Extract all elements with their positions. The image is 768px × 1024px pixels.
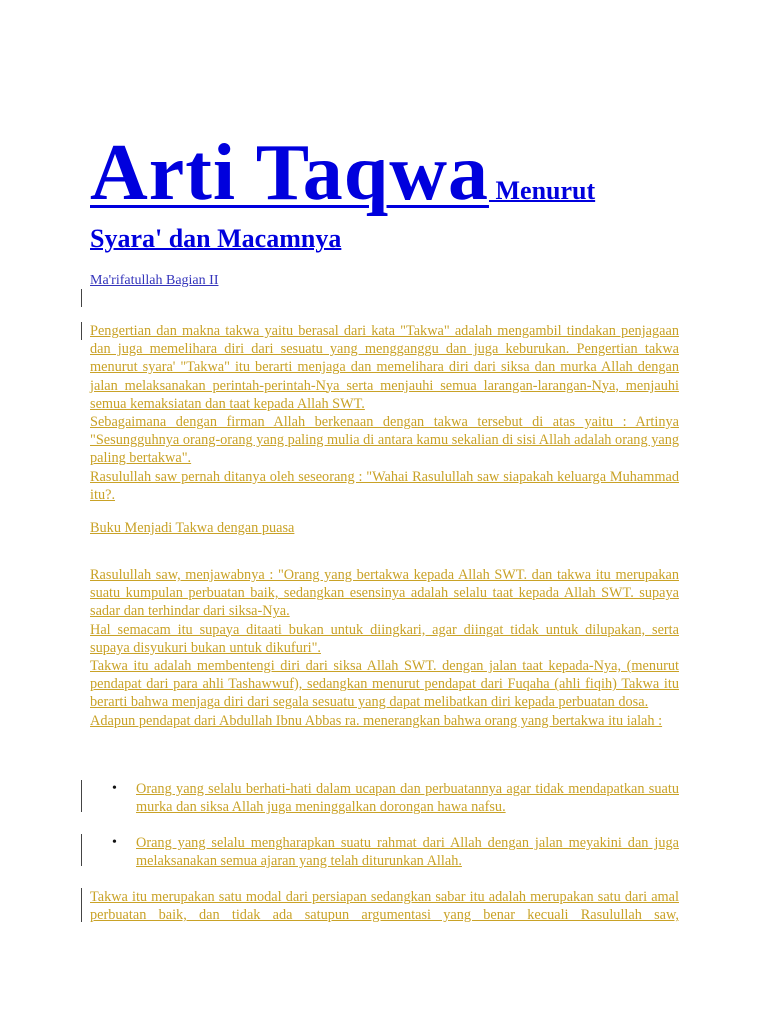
paragraph-block bbox=[90, 322, 679, 504]
paragraph[interactable]: Adapun pendapat dari Abdullah Ibnu Abbas ra. menerangkan bahwa orang yang bertakwa itu ialah : bbox=[90, 712, 663, 729]
text-cursor bbox=[81, 780, 82, 812]
series-link[interactable]: Ma'rifatullah Bagian II bbox=[90, 273, 219, 288]
title-line bbox=[90, 127, 690, 219]
paragraph[interactable]: Pengertian dan makna takwa yaitu berasal dari kata "Takwa" adalah mengambil tindakan penjagaan dan juga memelihara diri dari sesuatu yang mengganggu dan juga keburukan. Pengertian takwa menurut syara' "Takwa" itu berarti menjaga dan memelihara diri dari siksa dan murka Allah dengan jalan melaksanakan perintah-perintah-Nya serta menjauhi semua larangan-larangan-Nya, menjauhi semua kemaksiatan dan taat kepada Allah SWT. bbox=[90, 323, 679, 412]
list-item-text[interactable]: Orang yang selalu berhati-hati dalam ucapan dan perbuatannya agar tidak mendapatkan suatu murka dan siksa Allah juga meninggalkan dorongan hawa nafsu. bbox=[136, 781, 679, 816]
paragraph-block-2 bbox=[90, 566, 679, 730]
paragraph[interactable]: Sebagaimana dengan firman Allah berkenaan dengan takwa tersebut di atas yaitu : Artinya "Sesungguhnya orang-orang yang paling mulia di antara kamu sekalian di sisi Allah adalah orang yang paling bertakwa". bbox=[90, 414, 679, 467]
paragraph[interactable]: Takwa itu merupakan satu modal dari persiapan sedangkan sabar itu adalah merupakan satu dari amal perbuatan baik, dan tidak ada satupun argumentasi yang benar kecuali Rasulullah saw, bbox=[90, 889, 679, 924]
list-item-text[interactable]: Orang yang selalu mengharapkan suatu rahmat dari Allah dengan jalan meyakini dan juga melaksanakan semua ajaran yang telah diturunkan Allah. bbox=[136, 835, 679, 870]
paragraph[interactable]: Rasulullah saw, menjawabnya : "Orang yang bertakwa kepada Allah SWT. dan takwa itu merupakan suatu kumpulan perbuatan baik, sedangkan esensinya adalah selalu taat kepada Allah SWT. supaya sadar dan terhindar dari siksa-Nya. bbox=[90, 567, 679, 620]
list-item bbox=[112, 780, 679, 816]
list-item bbox=[112, 834, 679, 870]
paragraph[interactable]: Takwa itu adalah membentengi diri dari siksa Allah SWT. dengan jalan taat kepada-Nya, (menurut pendapat dari para ahli Tashawwuf), sedangkan menurut pendapat dari Fuqaha (ahli fiqih) Takwa itu berarti bahwa menjaga diri dari segala sesuatu yang dapat melibatkan diri kepada perbuatan dosa. bbox=[90, 658, 679, 711]
paragraph[interactable]: Rasulullah saw pernah ditanya oleh seseorang : "Wahai Rasulullah saw siapakah keluarga Muhammad itu?. bbox=[90, 468, 679, 503]
text-cursor bbox=[81, 888, 82, 922]
page-subtitle[interactable]: Syara' dan Macamnya bbox=[90, 224, 342, 253]
text-cursor bbox=[81, 289, 82, 307]
bullet-icon: • bbox=[112, 781, 117, 796]
page-title[interactable]: Arti Taqwa bbox=[90, 129, 489, 217]
closing-paragraph-block bbox=[90, 888, 679, 924]
book-link[interactable]: Buku Menjadi Takwa dengan puasa bbox=[90, 520, 295, 536]
text-cursor bbox=[81, 834, 82, 866]
book-link-block bbox=[90, 519, 679, 537]
page-title-suffix[interactable]: Menurut bbox=[488, 176, 596, 205]
paragraph[interactable]: Hal semacam itu supaya ditaati bukan untuk diingkari, agar diingat tidak untuk dilupakan, serta supaya disyukuri bukan untuk dikufuri". bbox=[90, 621, 679, 656]
bullet-icon: • bbox=[112, 835, 117, 850]
text-cursor bbox=[81, 322, 82, 340]
